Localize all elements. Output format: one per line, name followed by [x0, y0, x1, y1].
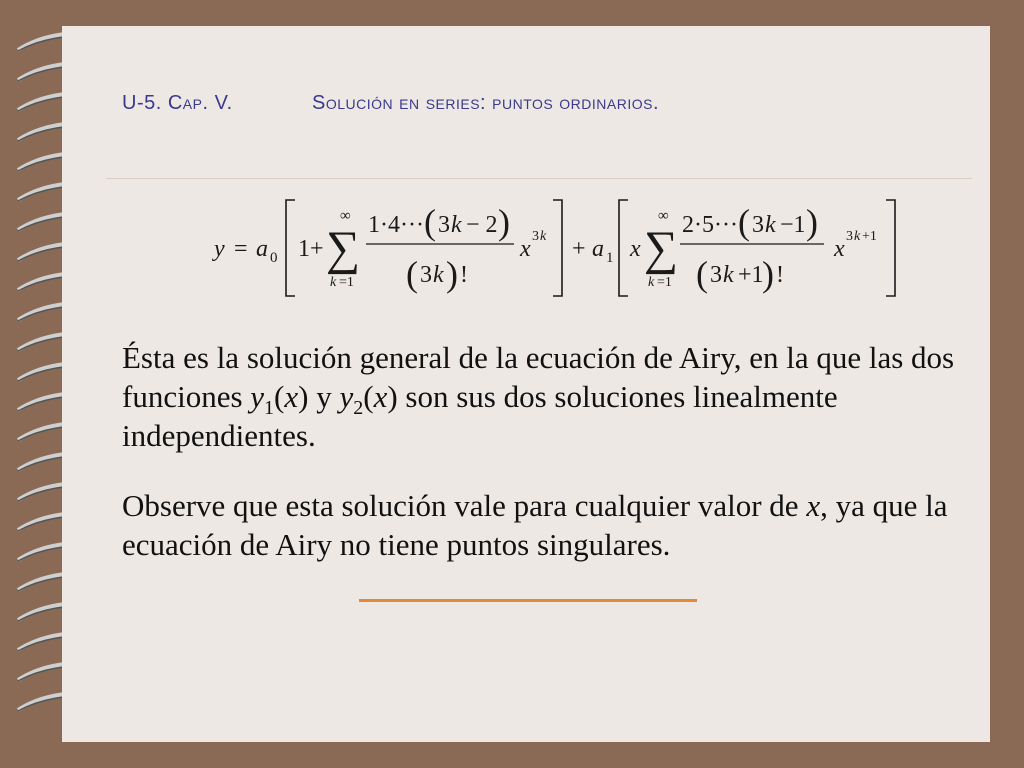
- svg-text:1: 1: [606, 250, 614, 266]
- svg-text:3: 3: [710, 262, 722, 288]
- svg-text:−1: −1: [780, 212, 806, 238]
- svg-text:∑: ∑: [326, 222, 361, 275]
- svg-text:a: a: [256, 236, 268, 262]
- svg-text:3: 3: [420, 262, 432, 288]
- svg-text:!: !: [460, 262, 468, 288]
- svg-text:!: !: [776, 262, 784, 288]
- svg-text:3: 3: [438, 212, 450, 238]
- svg-text:(: (: [738, 202, 750, 242]
- slide-title: Solución en series: puntos ordinarios.: [312, 92, 660, 114]
- svg-text:y: y: [214, 236, 225, 262]
- svg-text:1+: 1+: [298, 236, 324, 262]
- decorative-underline: [359, 599, 697, 602]
- airy-series-formula: [210, 190, 910, 310]
- svg-text:3: 3: [846, 229, 853, 244]
- svg-text:): ): [806, 202, 818, 242]
- paragraph-general-solution: Ésta es la solución general de la ecuación de Airy, en la que las dos funciones $y_1(x)$ y $y_2(x)$ son sus dos soluciones linealmente independientes.: [122, 340, 955, 453]
- svg-text:k: k: [540, 229, 547, 244]
- svg-text:∞: ∞: [658, 208, 669, 224]
- paragraph-observation: Observe que esta solución vale para cualquier valor de x, ya que la ecuación de Airy no tiene puntos singulares.: [122, 488, 948, 562]
- svg-text:k: k: [648, 275, 655, 290]
- svg-text:k: k: [765, 212, 776, 238]
- svg-text:3: 3: [532, 229, 539, 244]
- svg-text:=1: =1: [339, 275, 354, 290]
- svg-text:+: +: [572, 236, 586, 262]
- svg-text:k: k: [854, 229, 861, 244]
- svg-text:): ): [498, 202, 510, 242]
- svg-text:− 2: − 2: [466, 212, 498, 238]
- svg-text:=1: =1: [657, 275, 672, 290]
- svg-text:k: k: [451, 212, 462, 238]
- chapter-code: U-5. Cap. V.: [122, 92, 233, 114]
- svg-text:=: =: [234, 236, 248, 262]
- svg-text:): ): [762, 254, 774, 294]
- svg-text:(: (: [406, 254, 418, 294]
- svg-text:2·5···: 2·5···: [682, 212, 738, 238]
- svg-text:k: k: [723, 262, 734, 288]
- header-divider: [106, 178, 972, 179]
- svg-text:a: a: [592, 236, 604, 262]
- svg-text:x: x: [630, 236, 641, 262]
- svg-text:x: x: [834, 236, 845, 262]
- svg-text:∞: ∞: [340, 208, 351, 224]
- svg-text:+1: +1: [738, 262, 764, 288]
- svg-text:3: 3: [752, 212, 764, 238]
- svg-text:(: (: [424, 202, 436, 242]
- svg-text:0: 0: [270, 250, 278, 266]
- svg-text:1·4···: 1·4···: [368, 212, 424, 238]
- svg-text:k: k: [433, 262, 444, 288]
- svg-text:∑: ∑: [644, 222, 679, 275]
- svg-text:x: x: [520, 236, 531, 262]
- svg-text:(: (: [696, 254, 708, 294]
- svg-text:): ): [446, 254, 458, 294]
- svg-text:k: k: [330, 275, 337, 290]
- svg-text:+1: +1: [862, 229, 877, 244]
